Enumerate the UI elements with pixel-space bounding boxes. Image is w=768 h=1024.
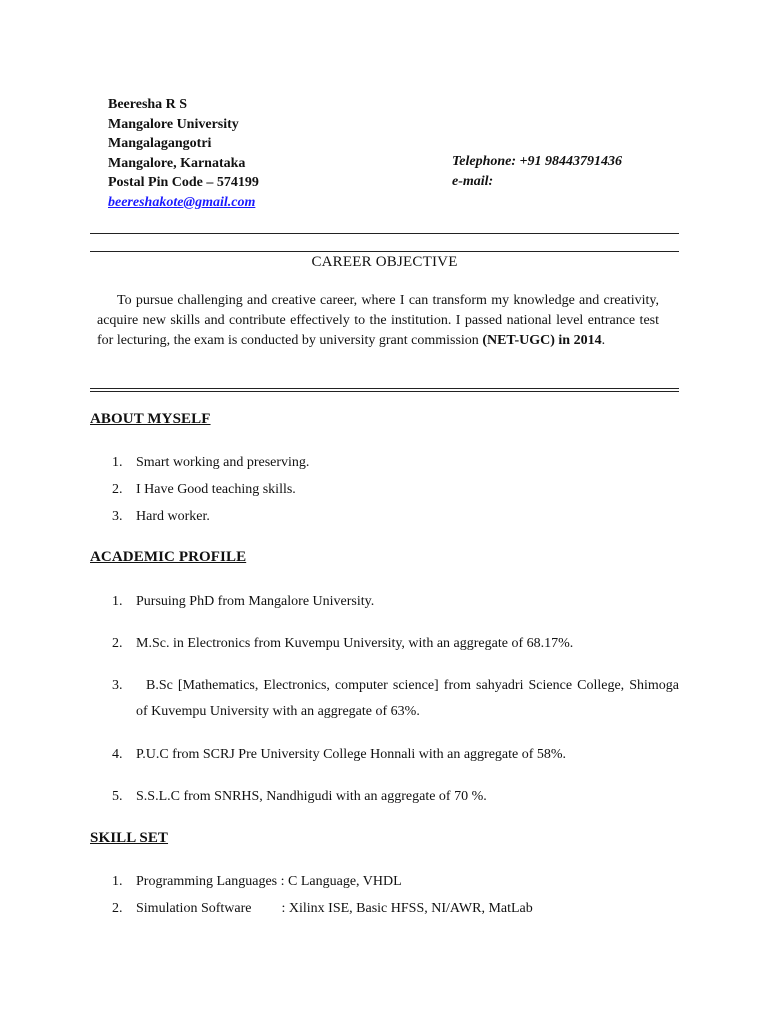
list-text: M.Sc. in Electronics from Kuvempu University, with an aggregate of 68.17%. — [136, 636, 574, 651]
telephone: Telephone: +91 98443791436 — [452, 154, 623, 169]
list-number: 2. — [112, 482, 123, 497]
career-objective-title: CAREER OBJECTIVE — [311, 254, 458, 270]
skill-row — [136, 869, 402, 895]
list-number: 3. — [112, 678, 123, 693]
skill-label: Simulation Software — [136, 901, 252, 916]
list-number: 1. — [112, 874, 123, 889]
career-objective-text — [97, 291, 659, 351]
skill-value: : Xilinx ISE, Basic HFSS, NI/AWR, MatLab — [281, 901, 533, 916]
list-text: S.S.L.C from SNRHS, Nandhigudi with an aggregate of 70 %. — [136, 789, 487, 804]
email-label: e-mail: — [452, 173, 494, 189]
about-myself-title: ABOUT MYSELF — [90, 411, 211, 427]
list-number: 2. — [112, 636, 123, 651]
career-text-bold: (NET-UGC) in 2014 — [482, 333, 602, 348]
list-number: 1. — [112, 455, 123, 470]
list-number: 1. — [112, 594, 123, 609]
contact-right — [452, 152, 622, 191]
city: Mangalore, Karnataka — [108, 155, 246, 171]
campus: Mangalagangotri — [108, 136, 212, 151]
skill-label: Programming Languages — [136, 874, 278, 889]
list-text: Smart working and preserving. — [136, 455, 310, 470]
skill-row — [136, 896, 533, 922]
career-text-body: To pursue challenging and creative career, where I can transform my knowledge and creativity, acquire new skills and contribute effectively to the institution. I passed national level entrance test for lecturing, the exam is conducted by university grant commission — [97, 293, 659, 348]
divider — [90, 391, 679, 392]
contact-block — [108, 95, 259, 212]
list-number: 2. — [112, 901, 123, 916]
career-text-tail: . — [601, 333, 606, 348]
divider — [90, 388, 679, 389]
postal-code: Postal Pin Code – 574199 — [108, 175, 259, 190]
email-link[interactable]: beereshakote@gmail.com — [108, 194, 256, 210]
list-text: P.U.C from SCRJ Pre University College Honnali with an aggregate of 58%. — [136, 747, 567, 762]
list-number: 4. — [112, 747, 123, 762]
university: Mangalore University — [108, 116, 239, 132]
list-number: 3. — [112, 509, 123, 524]
list-text: B.Sc [Mathematics, Electronics, computer science] from sahyadri Science College, Shimoga of Kuvempu University with an aggregate of 63%. — [136, 678, 679, 719]
academic-profile-title: ACADEMIC PROFILE — [90, 549, 247, 565]
divider — [90, 251, 679, 252]
divider — [90, 233, 679, 234]
skill-value: : C Language, VHDL — [280, 874, 402, 889]
skill-set-title: SKILL SET — [90, 830, 169, 846]
list-number: 5. — [112, 789, 123, 804]
list-text: I Have Good teaching skills. — [136, 482, 296, 497]
list-text: Pursuing PhD from Mangalore University. — [136, 594, 375, 609]
list-text: Hard worker. — [136, 509, 210, 524]
name: Beeresha R S — [108, 97, 188, 112]
